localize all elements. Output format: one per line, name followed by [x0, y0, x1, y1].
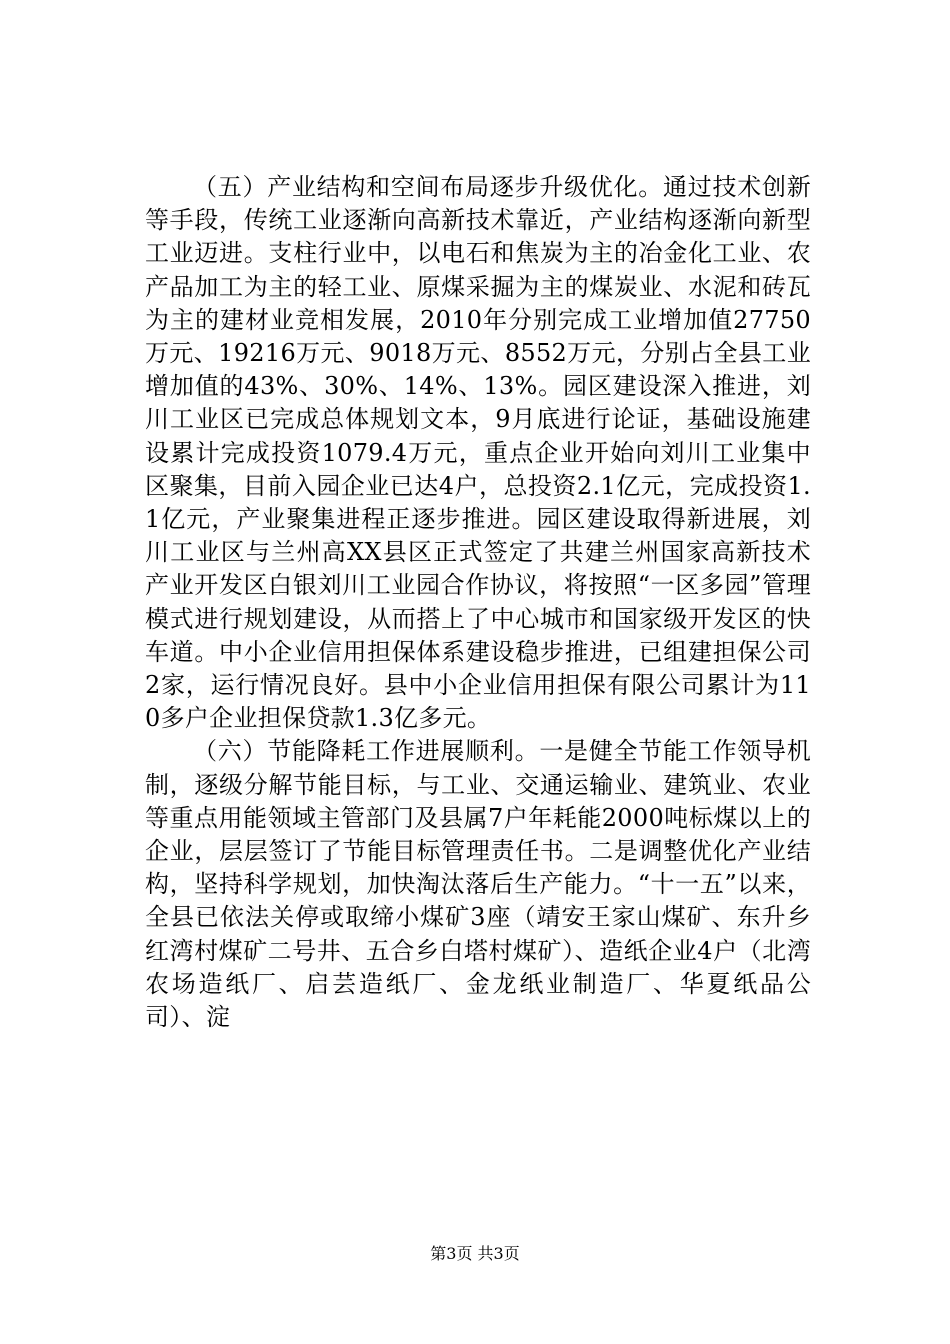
- paragraph-industry-structure: （五）产业结构和空间布局逐步升级优化。通过技术创新等手段，传统工业逐渐向高新技术靠近，产业结构逐渐向新型工业迈进。支柱行业中，以电石和焦炭为主的冶金化工业、农产品加工为主的轻工业、原煤采掘为主的煤炭业、水泥和砖瓦为主的建材业竞相发展，2010年分别完成工业增加值27750万元、19216万元、9018万元、8552万元，分别占全县工业增加值的43%、30%、14%、13%。园区建设深入推进，刘川工业区已完成总体规划文本，9月底进行论证，基础设施建设累计完成投资1079.4万元，重点企业开始向刘川工业集中区聚集，目前入园企业已达4户，总投资2.1亿元，完成投资1.1亿元，产业聚集进程正逐步推进。园区建设取得新进展，刘川工业区与兰州高XX县区正式签定了共建兰州国家高新技术产业开发区白银刘川工业园合作协议，将按照“一区多园”管理模式进行规划建设，从而搭上了中心城市和国家级开发区的快车道。中小企业信用担保体系建设稳步推进，已组建担保公司2家，运行情况良好。县中小企业信用担保有限公司累计为110多户企业担保贷款1.3亿多元。: [145, 173, 811, 733]
- paragraph-energy-saving: （六）节能降耗工作进展顺利。一是健全节能工作领导机制，逐级分解节能目标，与工业、交通运输业、建筑业、农业等重点用能领域主管部门及县属7户年耗能2000吨标煤以上的企业，层层签订了节能目标管理责任书。二是调整优化产业结构，坚持科学规划，加快淘汰落后生产能力。“十一五”以来，全县已依法关停或取缔小煤矿3座（靖安王家山煤矿、东升乡红湾村煤矿二号井、五合乡白塔村煤矿）、造纸企业4户（北湾农场造纸厂、启芸造纸厂、金龙纸业制造厂、华夏纸品公司）、淀: [145, 737, 811, 1032]
- page-footer: 第3页 共3页: [430, 1244, 520, 1263]
- document-body: [145, 171, 811, 1034]
